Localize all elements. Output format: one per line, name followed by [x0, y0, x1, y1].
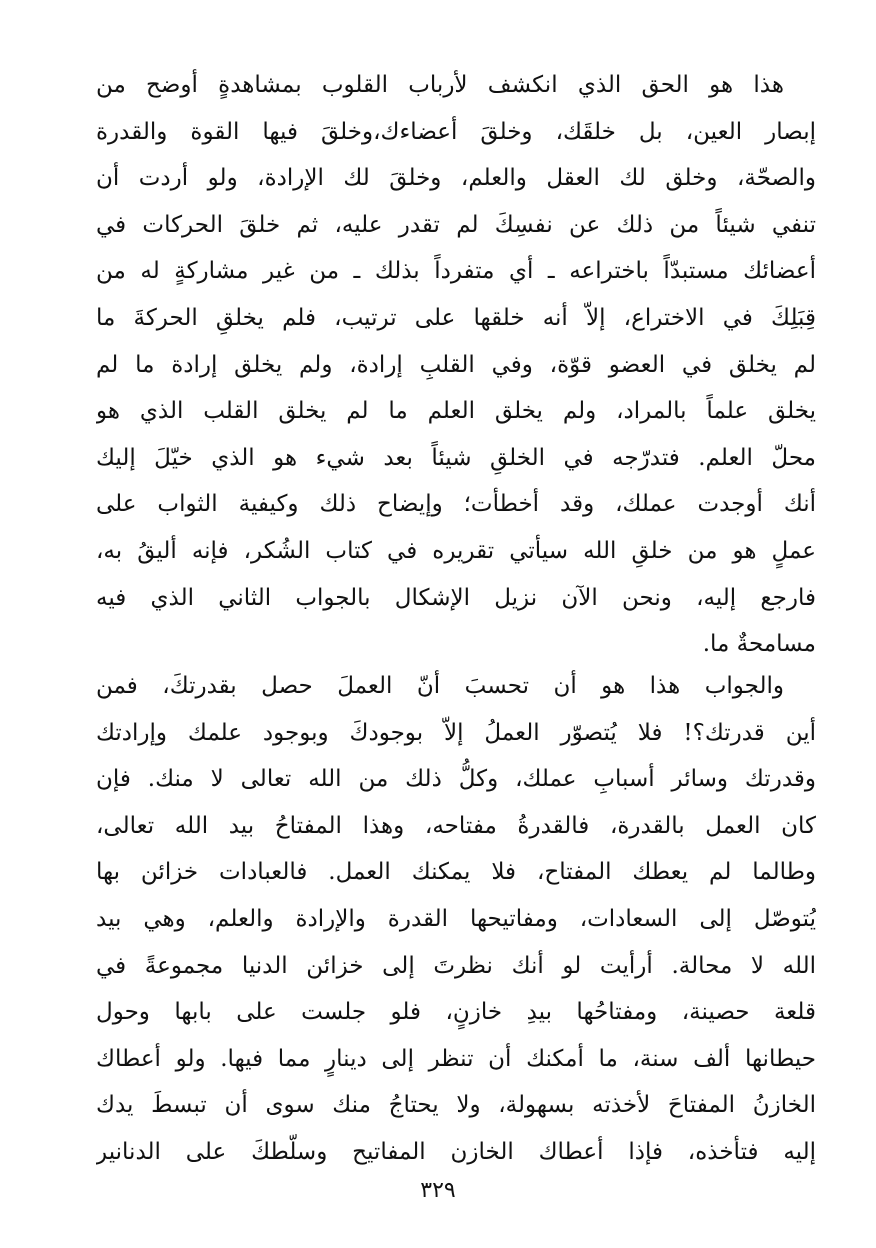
text-line: تنفي شيئاً من ذلك عن نفسِكَ لم تقدر عليه، ثم خلقَ الحركات في [96, 211, 816, 238]
text-line: إليه فتأخذه، فإذا أعطاك الخازن المفاتيح وسلّطكَ على الدنانير [96, 1138, 816, 1165]
paragraph-1 [96, 62, 816, 668]
paragraph-2 [96, 663, 816, 1176]
text-line: قِبَلِكَ في الاختراع، إلاّ أنه خلقها على ترتيب، فلم يخلقِ الحركةَ ما [96, 304, 816, 331]
page-number: ٣٢٩ [420, 1178, 456, 1203]
text-line: والجواب هذا هو أن تحسبَ أنّ العملَ حصل بقدرتكَ، فمن [96, 673, 784, 699]
text-line: والصحّة، وخلق لك العقل والعلم، وخلقَ لك الإرادة، ولو أردت أن [96, 165, 816, 192]
text-line: عملٍ هو من خلقِ الله سيأتي تقريره في كتاب الشُكر، فإنه أليقُ به، [96, 537, 816, 564]
text-line: محلّ العلم. فتدرّجه في الخلقِ شيئاً بعد شيء هو الذي خيّلَ إليك [96, 444, 816, 471]
text-line: الخازنُ المفتاحَ لأخذته بسهولة، ولا يحتاجُ منك سوى أن تبسطَ يدك [96, 1092, 816, 1119]
text-line: يخلق علماً بالمراد، ولم يخلق العلم ما لم يخلق القلب الذي هو [96, 398, 816, 425]
text-line: وقدرتك وسائر أسبابِ عملك، وكلُّ ذلك من الله تعالى لا منك. فإن [96, 766, 816, 793]
text-line: يُتوصّل إلى السعادات، ومفاتيحها القدرة والإرادة والعلم، وهي بيد [96, 905, 816, 932]
text-line: أنك أوجدت عملك، وقد أخطأت؛ وإيضاح ذلك وكيفية الثواب على [96, 491, 816, 518]
text-line: هذا هو الحق الذي انكشف لأرباب القلوب بمشاهدةٍ أوضح من [96, 72, 784, 98]
text-line: حيطانها ألف سنة، ما أمكنك أن تنظر إلى دينارٍ مما فيها. ولو أعطاك [96, 1045, 816, 1072]
text-line: إبصار العين، بل خلقَك، وخلقَ أعضاءك،وخلقَ فيها القوة والقدرة [96, 118, 816, 145]
text-line: قلعة حصينة، ومفتاحُها بيدِ خازنٍ، فلو جلست على بابها وحول [96, 999, 816, 1026]
text-line: أعضائك مستبدّاً باختراعه ـ أي متفرداً بذلك ـ من غير مشاركةٍ له من [96, 258, 816, 285]
text-line: لم يخلق في العضو قوّة، وفي القلبِ إرادة، ولم يخلق إرادة ما لم [96, 351, 816, 378]
text-line: الله لا محالة. أرأيت لو أنك نظرتَ إلى خزائن الدنيا مجموعةً في [96, 952, 816, 979]
text-line: وطالما لم يعطك المفتاح، فلا يمكنك العمل. فالعبادات خزائن بها [96, 859, 816, 886]
text-line: أين قدرتك؟! فلا يُتصوّر العملُ إلاّ بوجودكَ وبوجود علمك وإرادتك [96, 719, 816, 746]
text-line: فارجع إليه، ونحن الآن نزيل الإشكال بالجواب الثاني الذي فيه [96, 584, 816, 611]
text-line: مسامحةٌ ما. [702, 631, 816, 658]
text-line: كان العمل بالقدرة، فالقدرةُ مفتاحه، وهذا المفتاحُ بيد الله تعالى، [96, 812, 816, 839]
